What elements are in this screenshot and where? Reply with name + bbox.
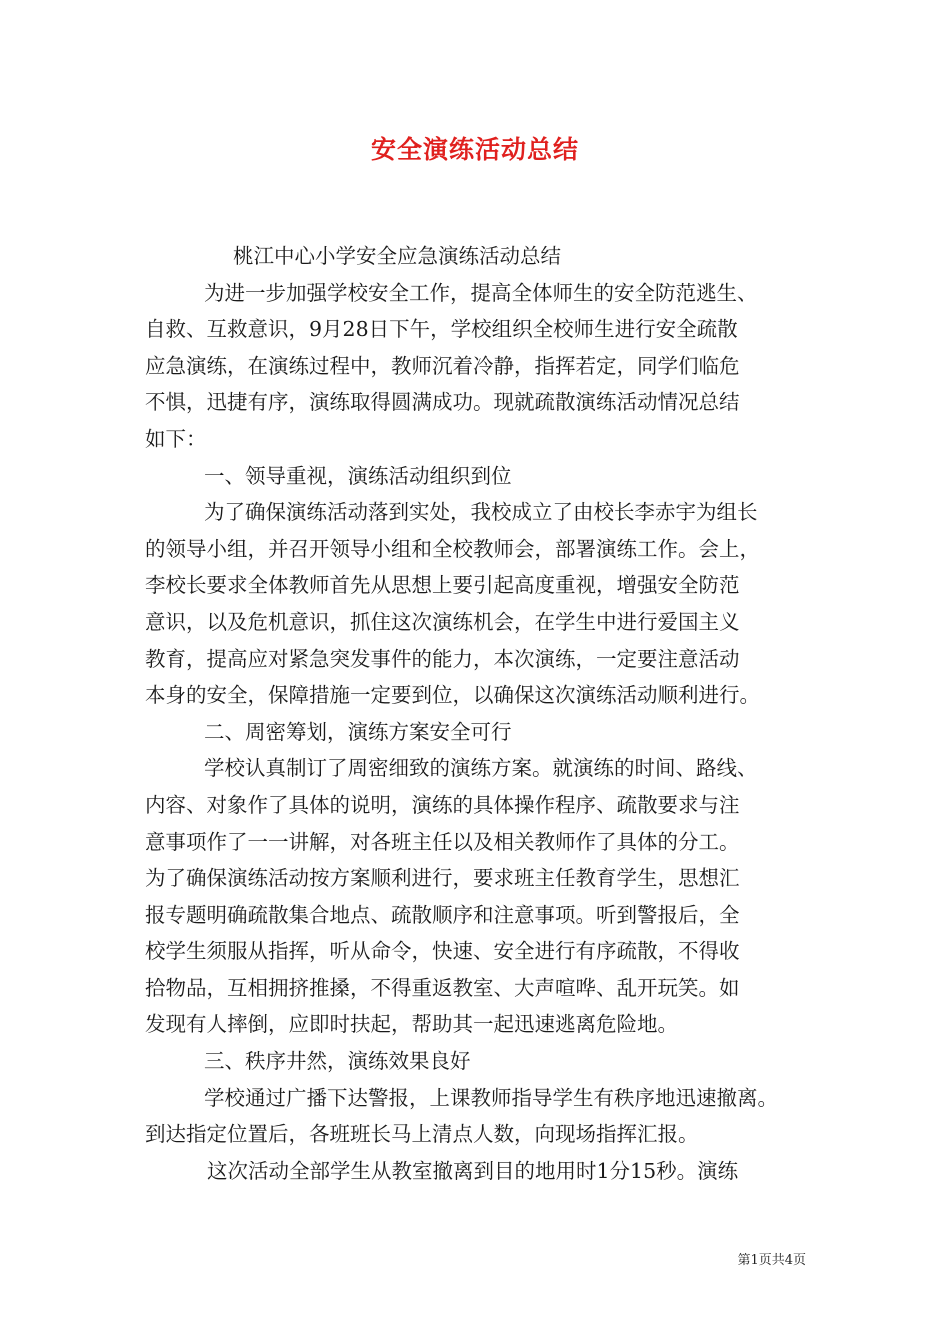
paragraph-line: 教育，提高应对紧急突发事件的能力，本次演练，一定要注意活动 <box>145 646 740 671</box>
paragraph-line: 的领导小组，并召开领导小组和全校教师会，部署演练工作。会上， <box>145 536 760 561</box>
paragraph-line: 应急演练，在演练过程中，教师沉着冷静，指挥若定，同学们临危 <box>145 353 740 378</box>
paragraph-line: 为了确保演练活动落到实处，我校成立了由校长李赤宇为组长 <box>204 500 758 525</box>
section-heading: 一、领导重视，演练活动组织到位 <box>204 463 512 488</box>
paragraph-line: 为进一步加强学校安全工作，提高全体师生的安全防范逃生、 <box>204 280 758 305</box>
paragraph-line: 如下： <box>145 426 207 451</box>
section-heading: 三、秩序井然，演练效果良好 <box>204 1049 471 1074</box>
paragraph-line: 意识，以及危机意识，抓住这次演练机会，在学生中进行爱国主义 <box>145 609 740 634</box>
paragraph-line: 学校认真制订了周密细致的演练方案。就演练的时间、路线、 <box>204 756 758 781</box>
paragraph-line: 为了确保演练活动按方案顺利进行，要求班主任教育学生，思想汇 <box>145 866 740 891</box>
page-number: 第1页共4页 <box>737 1253 806 1268</box>
paragraph-line: 发现有人摔倒，应即时扶起，帮助其一起迅速逃离危险地。 <box>145 1012 678 1037</box>
paragraph-line: 李校长要求全体教师首先从思想上要引起高度重视，增强安全防范 <box>145 573 740 598</box>
paragraph-line: 学校通过广播下达警报，上课教师指导学生有秩序地迅速撤离。 <box>204 1085 778 1110</box>
paragraph-line: 内容、对象作了具体的说明，演练的具体操作程序、疏散要求与注 <box>145 792 740 817</box>
paragraph-line: 意事项作了一一讲解，对各班主任以及相关教师作了具体的分工。 <box>145 829 740 854</box>
paragraph-line: 校学生须服从指挥，听从命令，快速、安全进行有序疏散，不得收 <box>145 939 740 964</box>
paragraph-line: 本身的安全，保障措施一定要到位，以确保这次演练活动顺利进行。 <box>145 683 760 708</box>
document-body <box>145 238 807 1189</box>
paragraph-line: 不惧，迅捷有序，演练取得圆满成功。现就疏散演练活动情况总结 <box>145 390 740 415</box>
paragraph-line: 报专题明确疏散集合地点、疏散顺序和注意事项。听到警报后，全 <box>145 902 740 927</box>
section-heading: 二、周密筹划，演练方案安全可行 <box>204 719 512 744</box>
paragraph-line: 到达指定位置后，各班班长马上清点人数，向现场指挥汇报。 <box>145 1122 699 1147</box>
paragraph-line: 拾物品，互相拥挤推搡，不得重返教室、大声喧哗、乱开玩笑。如 <box>145 975 740 1000</box>
page-title: 安全演练活动总结 <box>370 135 579 164</box>
paragraph-line: 自救、互救意识，9月28日下午，学校组织全校师生进行安全疏散 <box>145 317 738 342</box>
paragraph-line: 这次活动全部学生从教室撤离到目的地用时1分15秒。演练 <box>207 1158 739 1183</box>
subtitle: 桃江中心小学安全应急演练活动总结 <box>233 244 561 268</box>
